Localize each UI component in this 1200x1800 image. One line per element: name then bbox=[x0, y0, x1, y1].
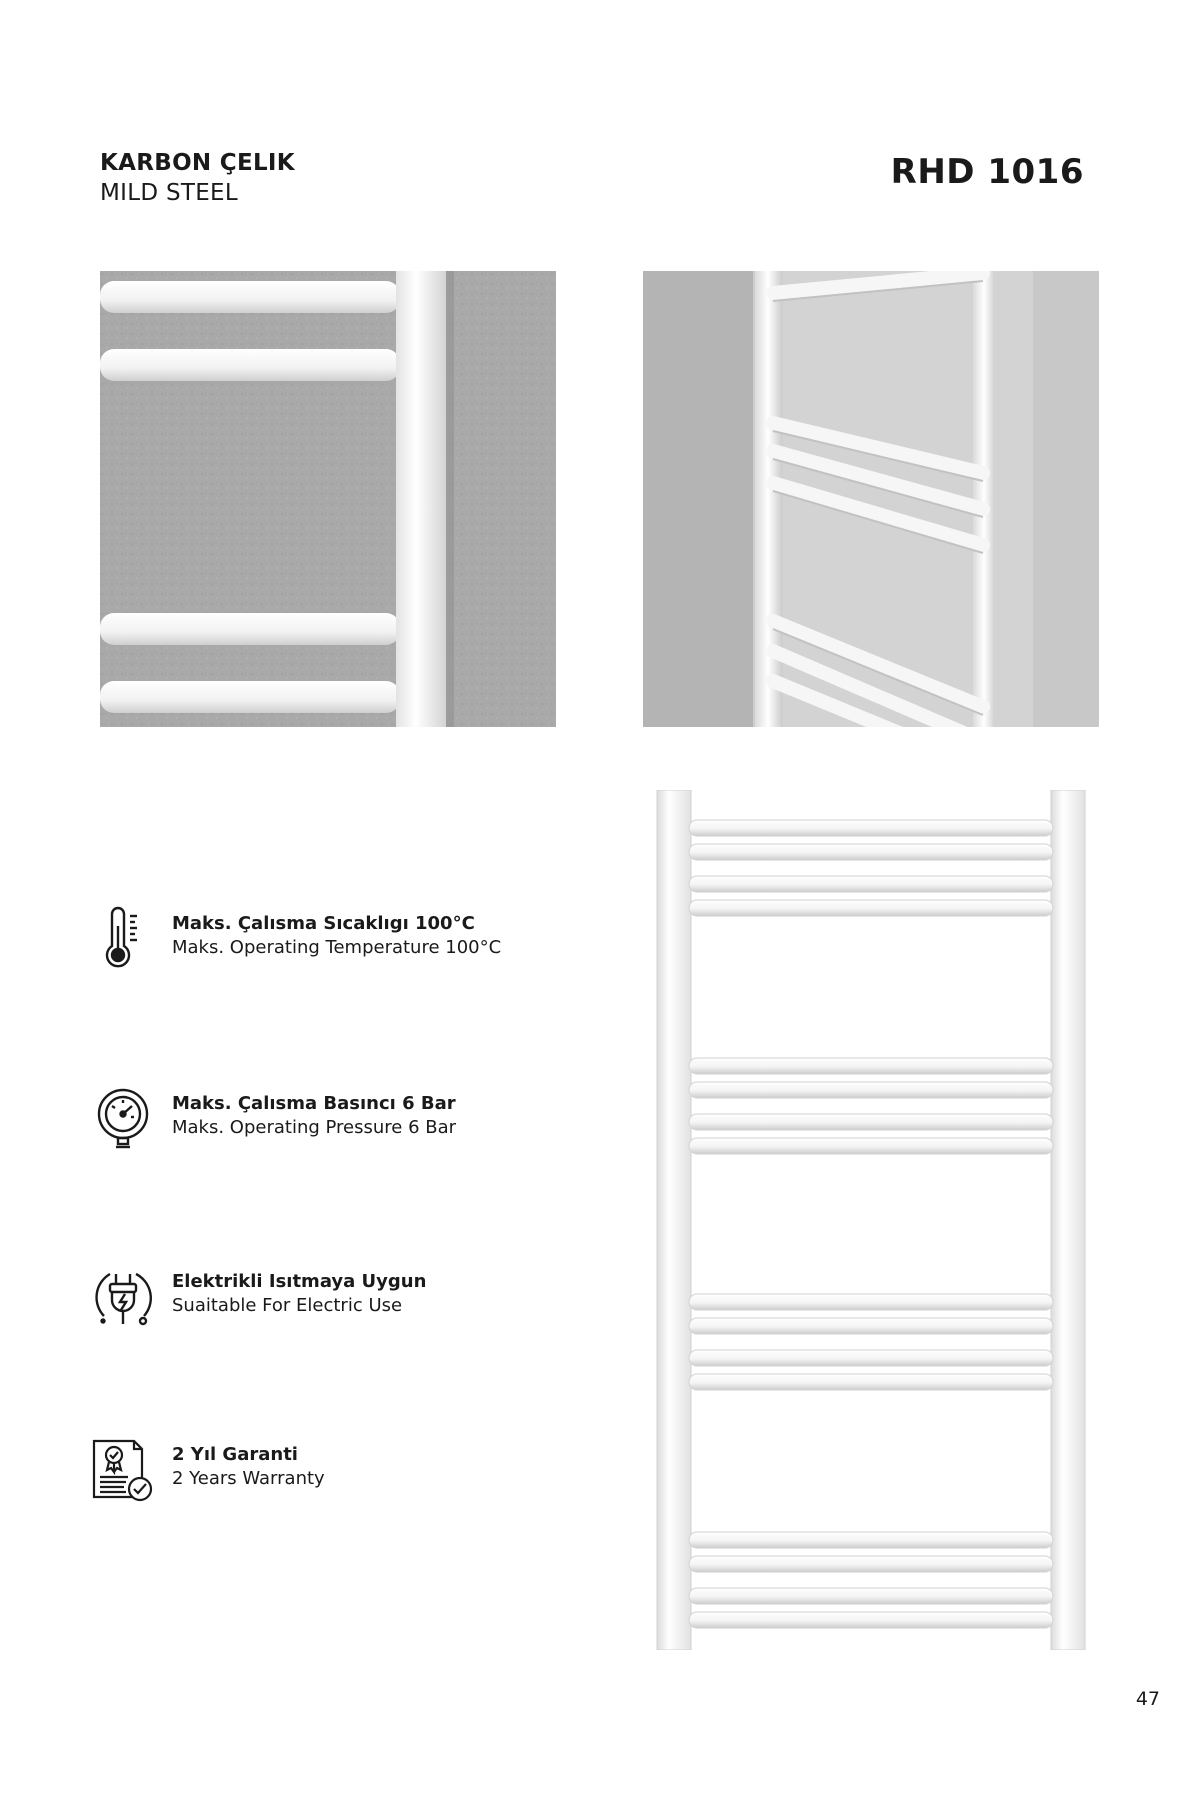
feature-electric bbox=[90, 1264, 570, 1334]
warranty-certificate-icon bbox=[90, 1437, 156, 1503]
feature-title-tr: Elektrikli Isıtmaya Uygun bbox=[172, 1271, 427, 1292]
feature-title-en: Maks. Operating Pressure 6 Bar bbox=[172, 1117, 457, 1138]
feature-temperature bbox=[90, 906, 570, 976]
detail-photo-right bbox=[643, 271, 1099, 727]
product-image bbox=[655, 790, 1087, 1650]
model-code: RHD 1016 bbox=[890, 152, 1084, 192]
page-number: 47 bbox=[1135, 1688, 1160, 1710]
feature-warranty bbox=[90, 1437, 570, 1507]
feature-title-en: Maks. Operating Temperature 100°C bbox=[172, 937, 502, 958]
thermometer-icon bbox=[90, 906, 156, 972]
electric-plug-icon bbox=[90, 1264, 156, 1330]
feature-title-en: Suaitable For Electric Use bbox=[172, 1295, 403, 1316]
material-title-tr: KARBON ÇELIK bbox=[100, 150, 295, 176]
feature-title-en: 2 Years Warranty bbox=[172, 1468, 325, 1489]
pressure-gauge-icon bbox=[90, 1086, 156, 1152]
material-title-en: MILD STEEL bbox=[100, 180, 238, 206]
feature-pressure bbox=[90, 1086, 570, 1156]
feature-title-tr: Maks. Çalısma Sıcaklıgı 100°C bbox=[172, 913, 475, 934]
detail-photo-left bbox=[100, 271, 556, 727]
feature-title-tr: Maks. Çalısma Basıncı 6 Bar bbox=[172, 1093, 456, 1114]
feature-title-tr: 2 Yıl Garanti bbox=[172, 1444, 298, 1465]
